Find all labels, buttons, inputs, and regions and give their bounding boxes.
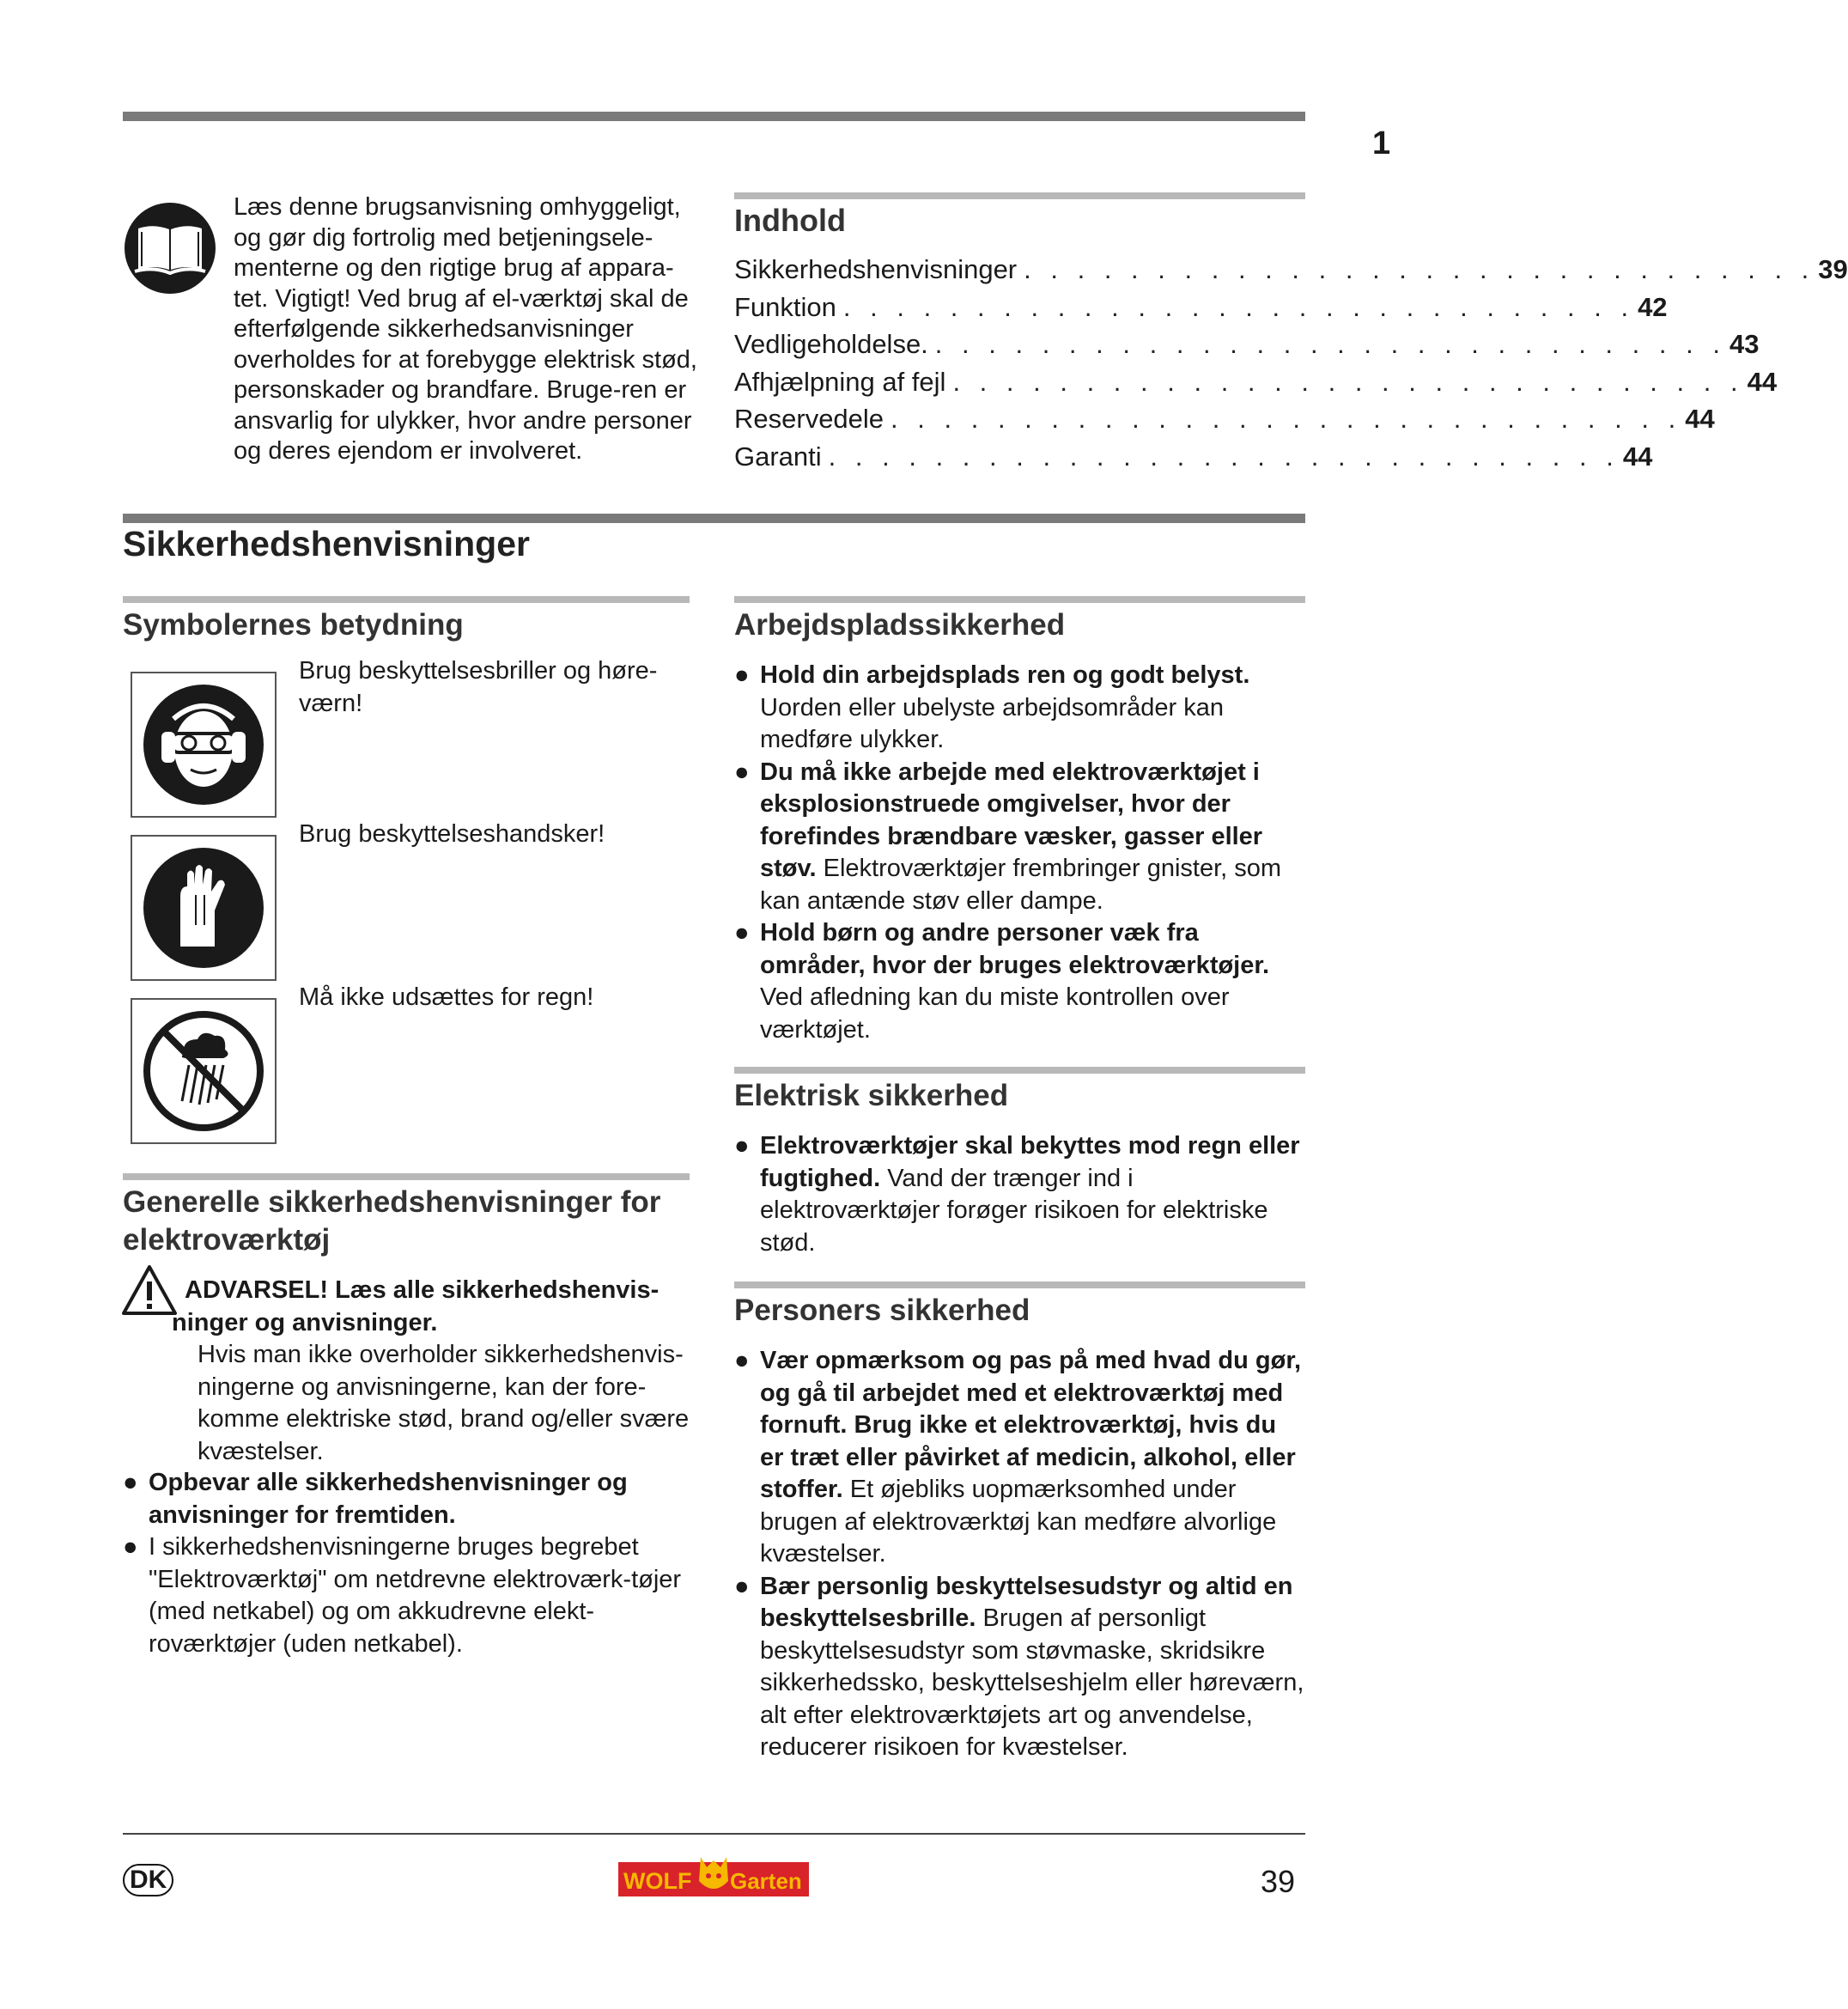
logo-text-wolf: WOLF [623,1868,692,1894]
toc-item-label: Garanti [734,441,822,472]
toc-item[interactable] [734,441,1653,479]
bullet-text: I sikkerhedshenvisningerne bruges begrebet "Elektroværktøj" om netdrevne elektroværk-tøjer (med netkabel) og om akkudrevne elekt-roværktøjer (uden netkabel). [149,1533,682,1658]
general-rule [123,1173,690,1180]
logo-text-garten: Garten [730,1868,802,1894]
toc [734,254,1848,478]
toc-dots: . . . . . . . . . . . . . . . . . . . . . . . . . . . . . . [842,291,1635,322]
personal-rule [734,1281,1305,1288]
list-item [123,1531,690,1660]
toc-item-label: Vedligeholdelse. [734,329,928,359]
page-number: 39 [1261,1864,1296,1899]
list-item [734,1345,1305,1571]
list-item [734,1571,1305,1764]
bullet-bold: Hold din arbejdsplads ren og godt belyst. [760,661,1250,689]
symbols-heading: Symbolernes betydning [123,608,464,642]
language-badge: DK [123,1864,173,1896]
warning-bold: ADVARSEL! Læs alle sikkerhedshenvis-ninger og anvisninger. [172,1276,660,1336]
section-rule [123,514,1305,523]
bullet-icon: ● [123,1533,138,1561]
bullet-text: Vand der trænger ind i elektroværktøjer forøger risikoen for elektriske stød. [760,1164,1268,1257]
warning-text: Hvis man ikke overholder sikkerhedshenvis-ningerne og anvisningerne, kan der fore-komme elektriske stød, brand og/eller svære kvæstelser. [198,1341,690,1465]
toc-item[interactable] [734,291,1668,330]
list-item [734,1130,1305,1259]
book-icon [123,201,217,295]
toc-item-page: 44 [1685,404,1715,434]
electrical-rule [734,1067,1305,1074]
toc-dots: . . . . . . . . . . . . . . . . . . . . . . . . . . . . . . [934,329,1726,359]
bullet-bold: Du må ikke arbejde med elektroværktøjet i eksplosionstruede omgivelser, hvor der forefindes brændbare væsker, gasser eller støv. [760,758,1263,882]
bullet-text: Ved afledning kan du miste kontrollen over værktøjet. [760,983,1230,1044]
toc-item-page: 43 [1729,329,1760,359]
gloves-icon [131,835,277,981]
no-rain-icon [131,998,277,1144]
bullet-icon: ● [123,1469,138,1496]
toc-item-label: Reservedele [734,404,884,434]
footer-rule [123,1833,1305,1835]
workplace-rule [734,596,1305,603]
bullet-icon: ● [734,661,750,689]
toc-item-label: Funktion [734,291,836,322]
toc-heading: Indhold [734,203,846,238]
warning-icon [121,1264,178,1316]
toc-dots: . . . . . . . . . . . . . . . . . . . . . . . . . . . . . . [1024,254,1815,284]
bullet-icon: ● [734,758,750,786]
toc-item[interactable] [734,254,1848,292]
toc-item-page: 39 [1818,254,1848,284]
toc-item-page: 42 [1638,291,1668,322]
toc-rule [734,192,1305,199]
bullet-icon: ● [734,919,750,947]
goggles-earmuffs-icon [131,672,277,818]
bullet-icon: ● [734,1572,750,1600]
toc-item[interactable] [734,404,1715,441]
electrical-heading: Elektrisk sikkerhed [734,1079,1009,1112]
list-item [734,917,1305,1046]
page-marker: 1 [1372,125,1391,161]
section-title: Sikkerhedshenvisninger [123,524,530,563]
toc-item-label: Afhjælpning af fejl [734,366,946,397]
bullet-icon: ● [734,1347,750,1374]
personal-bullets [734,1345,1305,1764]
workplace-heading: Arbejdspladssikkerhed [734,608,1066,642]
toc-item-label: Sikkerhedshenvisninger [734,254,1018,284]
bullet-bold: Bær personlig beskyttelsesudstyr og altid en beskyttelsesbrille. [760,1572,1293,1632]
general-heading: Generelle sikkerhedshenvisninger for elektroværktøj [123,1185,661,1257]
bullet-bold: Opbevar alle sikkerhedshenvisninger og anvisninger for fremtiden. [149,1469,628,1529]
list-item [734,660,1305,757]
electrical-bullets [734,1130,1305,1259]
toc-dots: . . . . . . . . . . . . . . . . . . . . . . . . . . . . . . [828,441,1620,472]
symbol-text-no-rain: Må ikke udsættes for regn! [299,983,594,1011]
toc-item[interactable] [734,366,1778,405]
bullet-bold: Elektroværktøjer skal bekyttes mod regn eller fugtighed. [760,1132,1300,1192]
bullet-icon: ● [734,1132,750,1160]
workplace-bullets [734,660,1305,1046]
general-bullets [123,1467,690,1660]
bullet-bold: Hold børn og andre personer væk fra områder, hvor der bruges elektroværktøjer. [760,919,1270,979]
intro-text: Læs denne brugsanvisning omhyggeligt, og gør dig fortrolig med betjeningsele-menterne og den rigtige brug af appara-tet. Vigtigt! Ved brug af el-værktøj skal de efterfølgende sikkerhedsanvisninger overholdes for at forebygge elektrisk stød, personskader og brandfare. Bruge-ren er ansvarlig for ulykker, hvor andre personer og deres ejendom er involveret. [234,193,697,465]
toc-item[interactable] [734,329,1760,367]
bullet-text: Brugen af personligt beskyttelsesudstyr som støvmaske, skridsikre sikkerhedssko, beskyttelseshjelm eller høreværn, alt efter elektroværktøjets art og anvendelse, reducerer risikoen for kvæstelser. [760,1604,1304,1761]
bullet-text: Elektroværktøjer frembringer gnister, som kan antænde støv eller dampe. [760,855,1282,915]
toc-dots: . . . . . . . . . . . . . . . . . . . . . . . . . . . . . . [891,404,1682,434]
bullet-text: Et øjebliks uopmærksomhed under brugen af elektroværktøj kan medføre alvorlige kvæstelser. [760,1476,1277,1568]
bullet-bold: Vær opmærksom og pas på med hvad du gør, og gå til arbejdet med et elektroværktøj med fornuft. Brug ikke et elektroværktøj, hvis du er træt eller påvirket af medicin, alkohol, eller stoffer. [760,1347,1302,1503]
top-rule [123,112,1305,121]
toc-dots: . . . . . . . . . . . . . . . . . . . . . . . . . . . . . . [952,366,1744,397]
list-item [734,757,1305,918]
toc-item-page: 44 [1747,366,1778,397]
personal-heading: Personers sikkerhed [734,1294,1030,1327]
symbols-rule [123,596,690,603]
symbol-text-goggles: Brug beskyttelsesbriller og høre-værn! [299,657,658,717]
symbol-text-gloves: Brug beskyttelseshandsker! [299,820,605,848]
general-text [172,1275,691,1468]
toc-item-page: 44 [1622,441,1653,472]
wolf-garten-logo [618,1855,809,1898]
bullet-text: Uorden eller ubelyste arbejdsområder kan medføre ulykker. [760,693,1225,753]
list-item [123,1467,690,1531]
